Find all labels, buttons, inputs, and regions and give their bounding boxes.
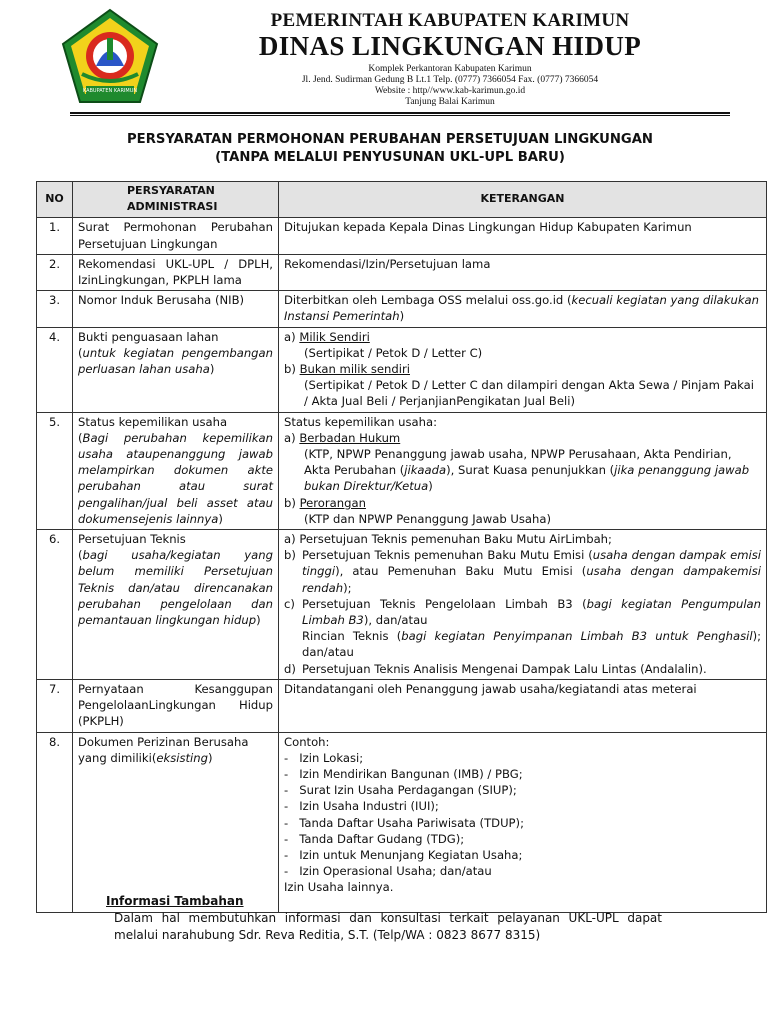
dash-bullet: -: [284, 783, 289, 798]
description-cell: [279, 530, 767, 680]
header-divider: [70, 112, 730, 114]
table-row: [37, 218, 767, 254]
description-cell: Ditujukan kepada Kepala Dinas Lingkungan Hidup Kabupaten Karimun: [279, 218, 767, 254]
header-agency: DINAS LINGKUNGAN HIDUP: [258, 31, 642, 61]
dash-bullet: -: [284, 815, 289, 830]
dash-bullet: -: [284, 847, 289, 862]
row-number: 3.: [37, 291, 73, 327]
requirement-text: Persetujuan Teknis: [78, 532, 186, 547]
desc-text: ): [399, 309, 405, 324]
requirement-cell: Rekomendasi UKL-UPL / DPLH, IzinLingkungan, PKPLH lama: [73, 254, 279, 290]
item-title: Berbadan Hukum: [299, 430, 401, 445]
desc-text: );: [343, 580, 352, 595]
item-label: b): [284, 362, 296, 377]
list-item: Izin Lokasi;: [299, 750, 364, 765]
header-divider-thin: [70, 115, 730, 116]
desc-text: ), dan/atau: [363, 613, 428, 628]
item-text: [302, 547, 761, 596]
desc-outro: Izin Usaha lainnya.: [284, 880, 394, 895]
row-number: 2.: [37, 254, 73, 290]
list-item: Izin Operasional Usaha; dan/atau: [299, 864, 492, 879]
desc-note: bagi kegiatan Penyimpanan Limbah B3 untuk Penghasil: [401, 629, 753, 644]
description-cell: [279, 412, 767, 529]
requirement-cell: [73, 530, 279, 680]
desc-note: jikaada: [404, 463, 447, 478]
paren: (: [78, 548, 83, 563]
col-header-description: KETERANGAN: [279, 182, 767, 218]
header-government: PEMERINTAH KABUPATEN KARIMUN: [270, 10, 630, 31]
item-label: a): [284, 430, 296, 445]
row-number: 6.: [37, 530, 73, 680]
item-text: Persetujuan Teknis pemenuhan Baku Mutu AirLimbah;: [299, 532, 612, 547]
additional-info-heading: Informasi Tambahan: [106, 894, 244, 908]
desc-text: Persetujuan Teknis Pengelolaan Limbah B3 (: [302, 596, 587, 611]
requirement-cell: Nomor Induk Berusaha (NIB): [73, 291, 279, 327]
desc-text: Diterbitkan oleh Lembaga OSS melalui oss.go.id (: [284, 293, 572, 308]
item-desc: (Sertipikat / Petok D / Letter C): [304, 345, 483, 360]
description-cell: [279, 291, 767, 327]
table-row: [37, 412, 767, 529]
item-desc: (Sertipikat / Petok D / Letter C dan dilampiri dengan Akta Sewa / Pinjam Pakai / Akta Jual Beli / PerjanjianPengikatan Jual Beli): [304, 378, 755, 409]
requirements-table: [36, 181, 767, 913]
desc-note: jika penanggung jawab bukan Direktur/Ketua: [304, 463, 750, 494]
description-cell: [279, 732, 767, 912]
description-cell: Ditandatangani oleh Penanggung jawab usaha/kegiatandi atas meterai: [279, 679, 767, 732]
header-address-2: Jl. Jend. Sudirman Gedung B Lt.1 Telp. (0777) 7366054 Fax. (0777) 7366054: [301, 75, 599, 85]
requirement-note: Bagi perubahan kepemilikan usaha ataupenanggung jawab melampirkan dokumen akte perubahan atau surat pengalihan/jual beli asset atau dokumensejenis lainnya: [78, 430, 273, 526]
requirement-cell: [73, 412, 279, 529]
col-header-requirement: PERSYARATAN ADMINISTRASI: [73, 182, 279, 218]
desc-text: ), Surat Kuasa penunjukkan (: [446, 463, 615, 478]
item-title: Bukan milik sendiri: [299, 362, 410, 377]
requirement-text: ): [207, 750, 213, 765]
list-item: Tanda Daftar Usaha Pariwisata (TDUP);: [299, 815, 524, 830]
desc-intro: Status kepemilikan usaha:: [284, 414, 438, 429]
dash-bullet: -: [284, 766, 289, 781]
description-cell: [279, 327, 767, 412]
desc-note: usaha dengan dampak emisi tinggi: [302, 548, 761, 579]
requirement-cell: [73, 327, 279, 412]
desc-note: kecuali kegiatan yang dilakukan Instansi Pemerintah: [284, 293, 759, 324]
list-item: Tanda Daftar Gudang (TDG);: [299, 831, 465, 846]
table-header-row: [37, 182, 767, 218]
requirement-note: bagi usaha/kegiatan yang belum memiliki Persetujuan Teknis dan/atau direncanakan perubahan pengelolaan dan pemantauan lingkungan hidup: [78, 548, 273, 628]
dash-bullet: -: [284, 864, 289, 879]
list-item: Surat Izin Usaha Perdagangan (SIUP);: [299, 783, 517, 798]
table-row: [37, 732, 767, 912]
description-cell: Rekomendasi/Izin/Persetujuan lama: [279, 254, 767, 290]
desc-text: Rincian Teknis (: [302, 629, 402, 644]
row-number: 7.: [37, 679, 73, 732]
requirement-text: Dokumen Perizinan Berusaha yang dimiliki(: [78, 734, 249, 765]
desc-text: ); dan/atau: [302, 629, 761, 660]
table-row: [37, 327, 767, 412]
dash-bullet: -: [284, 750, 289, 765]
item-title: Perorangan: [299, 495, 366, 510]
desc-intro: Contoh:: [284, 734, 330, 749]
paren: ): [209, 362, 215, 377]
table-row: [37, 679, 767, 732]
desc-text: ): [428, 479, 433, 494]
item-label: d): [284, 661, 296, 676]
document-title: PERSYARATAN PERMOHONAN PERUBAHAN PERSETUJUAN LINGKUNGAN: [127, 132, 653, 147]
logo-text: KABUPATEN KARIMUN: [82, 88, 138, 94]
item-desc: [284, 446, 761, 495]
item-label: a): [284, 532, 296, 547]
requirement-cell: [73, 732, 279, 912]
paren: ): [218, 511, 223, 526]
header-address-1: Komplek Perkantoran Kabupaten Karimun: [368, 64, 532, 74]
list-item: Izin untuk Menunjang Kegiatan Usaha;: [299, 847, 523, 862]
kabupaten-karimun-logo: [60, 8, 160, 106]
desc-text: (KTP, NPWP Penanggung jawab usaha, NPWP Perusahaan, Akta Pendirian, Akta Perubahan (: [304, 447, 732, 478]
paren: ): [256, 613, 261, 628]
row-number: 1.: [37, 218, 73, 254]
item-text: Persetujuan Teknis Analisis Mengenai Dampak Lalu Lintas (Andalalin).: [302, 661, 707, 676]
requirement-note: untuk kegiatan pengembangan perluasan lahan usaha: [78, 345, 273, 377]
item-label: a): [284, 329, 296, 344]
item-label: c): [284, 596, 295, 611]
dash-bullet: -: [284, 831, 289, 846]
row-number: 8.: [37, 732, 73, 912]
col-header-no: NO: [37, 182, 73, 218]
table-row: [37, 291, 767, 327]
requirement-cell: Surat Permohonan Perubahan Persetujuan Lingkungan: [73, 218, 279, 254]
paren: (: [78, 430, 83, 445]
list-item: Izin Usaha Industri (IUI);: [299, 799, 439, 814]
item-title: Milik Sendiri: [299, 329, 370, 344]
paren: (: [78, 345, 83, 360]
row-number: 4.: [37, 327, 73, 412]
item-label: b): [284, 495, 296, 510]
row-number: 5.: [37, 412, 73, 529]
table-row: [37, 254, 767, 290]
requirement-note: eksisting: [156, 750, 208, 765]
desc-note: bagi kegiatan Pengumpulan Limbah B3: [302, 596, 761, 628]
document-subtitle: (TANPA MELALUI PENYUSUNAN UKL-UPL BARU): [215, 150, 565, 165]
desc-text: Persetujuan Teknis pemenuhan Baku Mutu Emisi (: [302, 548, 593, 563]
additional-info-text: Dalam hal membutuhkan informasi dan konsultasi terkait pelayanan UKL-UPL dapat melalui narahubung Sdr. Reva Reditia, S.T. (Telp/WA : 0823 8677 8315): [114, 911, 662, 942]
requirement-text: Status kepemilikan usaha: [78, 414, 228, 429]
dash-bullet: -: [284, 799, 289, 814]
header-city: Tanjung Balai Karimun: [405, 97, 495, 107]
desc-note: usaha dengan dampakemisi rendah: [302, 564, 761, 595]
table-row: [37, 530, 767, 680]
list-item: Izin Mendirikan Bangunan (IMB) / PBG;: [299, 766, 523, 781]
requirement-text: Bukti penguasaan lahan: [78, 329, 219, 344]
item-desc: (KTP dan NPWP Penanggung Jawab Usaha): [304, 511, 552, 526]
item-text: [302, 596, 761, 661]
desc-text: ), atau Pemenuhan Baku Mutu Emisi (: [335, 564, 587, 579]
requirement-cell: Pernyataan Kesanggupan PengelolaanLingkungan Hidup (PKPLH): [73, 679, 279, 732]
item-label: b): [284, 548, 296, 563]
header-website: Website : http//www.kab-karimun.go.id: [374, 86, 526, 96]
